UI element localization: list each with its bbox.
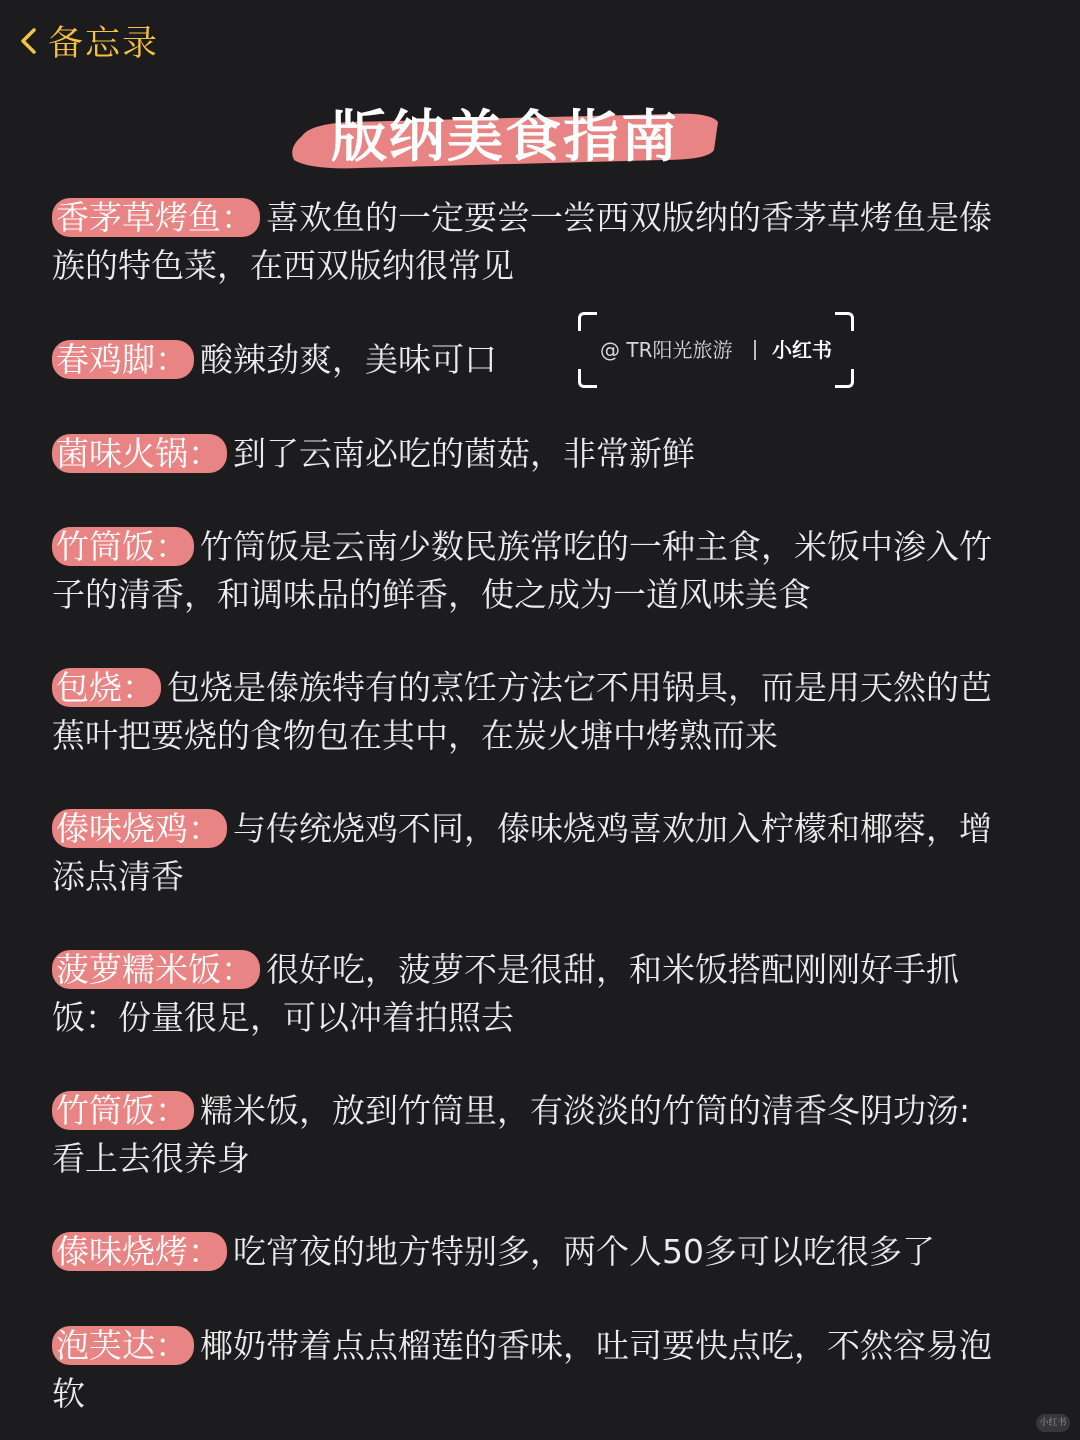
entry-text: 到了云南必吃的菌菇，非常新鲜 (233, 434, 695, 473)
entry-text: 吃宵夜的地方特别多，两个人50多可以吃很多了 (233, 1232, 935, 1271)
entry-tag: 竹筒饭： (52, 1091, 194, 1130)
title-text: 版纳美食指南 (331, 105, 679, 170)
back-label: 备忘录 (48, 24, 160, 64)
page-title (290, 98, 720, 178)
entry-text: 包烧是傣族特有的烹饪方法它不用锅具，而是用天然的芭蕉叶把要烧的食物包在其中，在炭火塘中烤熟而来 (52, 668, 992, 755)
entry-tag: 傣味烧烤： (52, 1232, 227, 1271)
entry-tag: 菌味火锅： (52, 434, 227, 473)
list-item (52, 805, 1002, 901)
entry-text: 与传统烧鸡不同，傣味烧鸡喜欢加入柠檬和椰蓉，增添点清香 (52, 809, 992, 896)
frame-corner (835, 369, 854, 388)
watermark-brand: 小红书 (772, 338, 832, 362)
corner-watermark: 小红书 (1036, 1414, 1070, 1432)
list-item (52, 336, 1002, 384)
list-item (52, 946, 1002, 1042)
entry-text: 椰奶带着点点榴莲的香味，吐司要快点吃，不然容易泡软 (52, 1326, 992, 1413)
back-button[interactable] (18, 16, 159, 66)
list-item (52, 523, 1002, 619)
entry-tag: 包烧： (52, 668, 161, 707)
entry-tag: 菠萝糯米饭： (52, 950, 260, 989)
entry-text: 很好吃，菠萝不是很甜，和米饭搭配刚刚好手抓饭：份量很足，可以冲着拍照去 (52, 950, 959, 1037)
entry-tag: 泡芙达： (52, 1326, 194, 1365)
entry-text: 糯米饭，放到竹筒里，有淡淡的竹筒的清香冬阴功汤:看上去很养身 (52, 1091, 971, 1178)
list-item (52, 194, 1002, 290)
watermark-handle: @ TR阳光旅游 (600, 338, 733, 362)
list-item (52, 1322, 1002, 1418)
entry-tag: 春鸡脚： (52, 340, 194, 379)
list-item (52, 664, 1002, 760)
entry-text: 酸辣劲爽，美味可口 (200, 340, 497, 379)
entry-text: 竹筒饭是云南少数民族常吃的一种主食，米饭中渗入竹子的清香，和调味品的鲜香，使之成为一道风味美食 (52, 527, 992, 614)
frame-corner (578, 369, 597, 388)
frame-corner (835, 312, 854, 331)
list-item (52, 430, 1002, 478)
watermark-divider (754, 340, 756, 360)
list-item (52, 1228, 1002, 1276)
entry-text: 喜欢鱼的一定要尝一尝西双版纳的香茅草烤鱼是傣族的特色菜，在西双版纳很常见 (52, 198, 992, 285)
list-item (52, 1087, 1002, 1183)
entry-tag: 傣味烧鸡： (52, 809, 227, 848)
chevron-left-icon (18, 21, 42, 61)
xiaohongshu-watermark (578, 312, 854, 388)
frame-corner (578, 312, 597, 331)
entry-tag: 竹筒饭： (52, 527, 194, 566)
entry-tag: 香茅草烤鱼： (52, 198, 260, 237)
